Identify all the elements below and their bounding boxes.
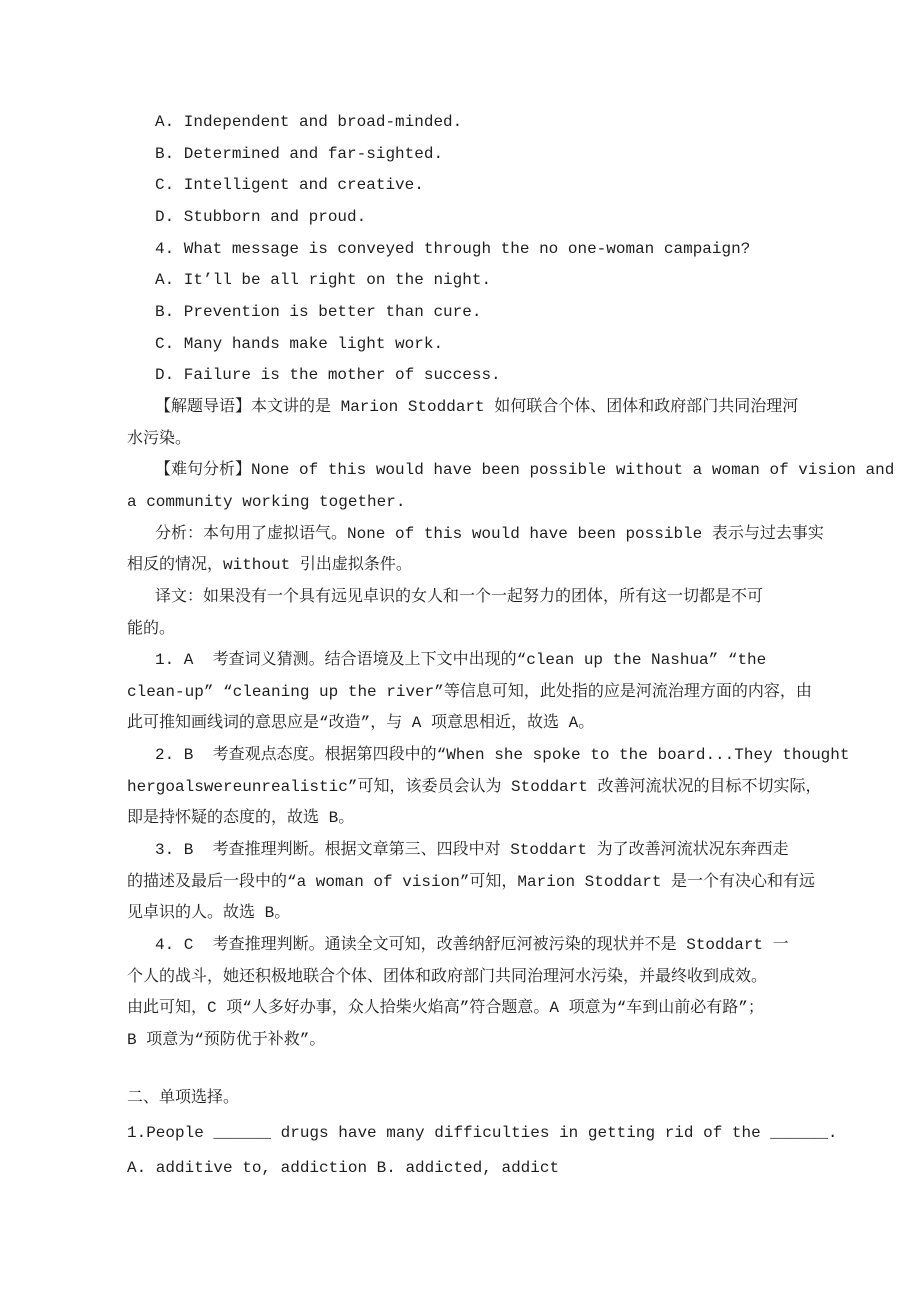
text-line: 3. B 考查推理判断。根据文章第三、四段中对 Stoddart 为了改善河流状况东奔西走 xyxy=(155,841,789,860)
text-line: 译文：如果没有一个具有远见卓识的女人和一个一起努力的团体，所有这一切都是不可 xyxy=(155,587,764,606)
text-line: A. Independent and broad-minded. xyxy=(155,113,463,131)
text-line: 即是持怀疑的态度的，故选 B。 xyxy=(127,809,355,828)
text-line: 1.People ______ drugs have many difficulties in getting rid of the ______. xyxy=(127,1123,838,1142)
text-line: 分析：本句用了虚拟语气。None of this would have been possible 表示与过去事实 xyxy=(155,524,824,543)
text-line: A. additive to, addiction B. addicted, addict xyxy=(127,1158,560,1177)
text-line: B. Prevention is better than cure. xyxy=(155,302,482,321)
text-line: B. Determined and far-sighted. xyxy=(155,144,444,163)
text-line: 能的。 xyxy=(127,619,176,638)
text-line: 相反的情况，without 引出虚拟条件。 xyxy=(127,556,412,575)
text-line: a community working together. xyxy=(127,492,406,511)
text-line: 1. A 考查词义猜测。结合语境及上下文中出现的“clean up the Nashua” “the xyxy=(155,651,767,670)
text-line: 【解题导语】本文讲的是 Marion Stoddart 如何联合个体、团体和政府部门共同治理河 xyxy=(155,397,799,416)
text-line: 水污染。 xyxy=(127,429,192,448)
text-line: 【难句分析】None of this would have been possible without a woman of vision and xyxy=(155,461,895,480)
text-line: clean-up” “cleaning up the river”等信息可知，此处指的应是河流治理方面的内容，由 xyxy=(127,682,812,701)
text-line: 此可推知画线词的意思应是“改造”，与 A 项意思相近，故选 A。 xyxy=(127,714,595,733)
text-line: C. Intelligent and creative. xyxy=(155,176,424,195)
document-body xyxy=(127,107,895,1186)
text-line: 的描述及最后一段中的“a woman of vision”可知，Marion Stoddart 是一个有决心和有远 xyxy=(127,872,816,891)
text-line: hergoalswereunrealistic”可知，该委员会认为 Stoddart 改善河流状况的目标不切实际， xyxy=(127,777,822,796)
text-line: C. Many hands make light work. xyxy=(155,334,444,353)
text-line: 见卓识的人。故选 B。 xyxy=(127,904,291,923)
text-line: 4. What message is conveyed through the no one-woman campaign? xyxy=(155,239,751,258)
text-line: 2. B 考查观点态度。根据第四段中的“When she spoke to the board...They thought xyxy=(155,746,850,765)
text-line: 个人的战斗，她还积极地联合个体、团体和政府部门共同治理河水污染，并最终收到成效。 xyxy=(127,967,768,986)
text-line: 由此可知，C 项“人多好办事，众人拾柴火焰高”符合题意。A 项意为“车到山前必有路”； xyxy=(127,999,764,1018)
text-line: 4. C 考查推理判断。通读全文可知，改善纳舒厄河被污染的现状并不是 Stoddart 一 xyxy=(155,936,789,955)
text-line: D. Stubborn and proud. xyxy=(155,207,367,226)
text-line: D. Failure is the mother of success. xyxy=(155,366,501,385)
text-line: A. It’ll be all right on the night. xyxy=(155,271,492,290)
text-line: B 项意为“预防优于补救”。 xyxy=(127,1031,326,1050)
text-line: 二、单项选择。 xyxy=(127,1088,240,1107)
